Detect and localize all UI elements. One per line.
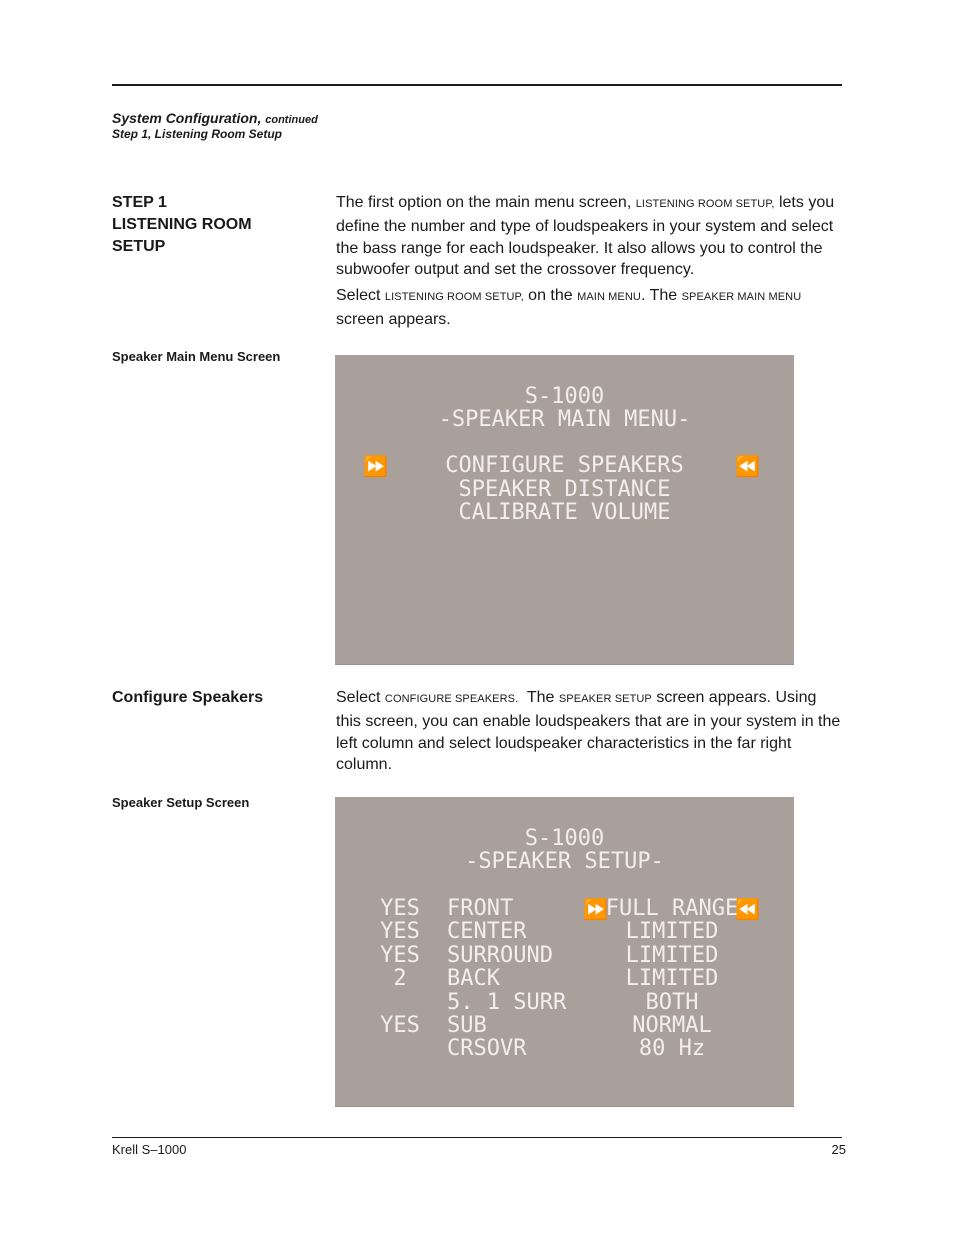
- text: on the: [523, 287, 578, 304]
- osd-speaker-setting: BOTH: [645, 989, 699, 1015]
- step1-heading: [112, 192, 252, 258]
- smallcaps-term: LISTENING ROOM SETUP,: [384, 291, 524, 303]
- osd-enable-value: YES: [380, 942, 420, 968]
- osd-enable-value: 2: [393, 966, 407, 992]
- osd-item-configure-speakers: CONFIGURE SPEAKERS: [445, 453, 684, 478]
- osd-speaker-setting: LIMITED: [625, 919, 719, 945]
- smallcaps-term: CONFIGURE SPEAKERS.: [384, 693, 519, 705]
- osd-speaker-name: FRONT: [447, 896, 514, 921]
- osd-enable-value: YES: [380, 919, 420, 945]
- smallcaps-term: MAIN MENU: [577, 291, 641, 303]
- running-subhead: Step 1, Listening Room Setup: [112, 127, 283, 141]
- smallcaps-term: LISTENING ROOM SETUP,: [635, 198, 775, 210]
- footer-product: Krell S–1000: [112, 1142, 187, 1157]
- speaker-main-menu-screenshot: [335, 355, 794, 665]
- text: lets you define the number and type of loudspeakers in your system and select the bass range for each loudspeaker. It also allows you to control the subwoofer output and set the crossover frequency.: [336, 194, 835, 279]
- osd-speaker-name: BACK: [447, 966, 500, 992]
- cursor-left-arrow-icon: ⏪: [735, 454, 760, 478]
- running-head-continued: continued: [265, 114, 318, 126]
- osd-model: S-1000: [524, 384, 605, 409]
- osd-speaker-name: CRSOVR: [447, 1036, 527, 1062]
- text: . The: [640, 287, 682, 304]
- osd-speaker-name: 5. 1 SURR: [447, 989, 567, 1015]
- cursor-left-arrow-icon: ⏪: [735, 897, 760, 921]
- step1-heading-line2: LISTENING ROOM: [112, 216, 252, 233]
- osd-speaker-name: SUB: [447, 1013, 487, 1038]
- text: Select: [336, 287, 385, 304]
- running-head-title: System Configuration,: [112, 110, 262, 126]
- text: screen appears.: [336, 310, 451, 328]
- step1-paragraph-1: [336, 192, 842, 281]
- osd-speaker-setting: LIMITED: [625, 966, 719, 992]
- osd-speaker-name: CENTER: [447, 919, 527, 945]
- speaker-setup-screenshot: [335, 797, 794, 1107]
- osd-enable-value: YES: [380, 1013, 420, 1038]
- text: Select: [336, 689, 385, 706]
- page-number: 25: [831, 1142, 846, 1157]
- configure-speakers-heading: Configure Speakers: [112, 689, 264, 706]
- cursor-right-arrow-icon: ⏩: [363, 454, 388, 478]
- configure-paragraph: [336, 687, 842, 776]
- osd-item-speaker-distance: SPEAKER DISTANCE: [458, 477, 671, 502]
- smallcaps-term: SPEAKER SETUP: [558, 693, 652, 705]
- cursor-right-arrow-icon: ⏩: [583, 897, 608, 921]
- top-rule: [112, 84, 842, 86]
- osd-enable-value: YES: [380, 896, 420, 921]
- text: The first option on the main menu screen,: [336, 194, 636, 211]
- osd-speaker-name: SURROUND: [447, 942, 553, 968]
- osd-display: [335, 797, 794, 1106]
- bottom-rule: [112, 1137, 842, 1138]
- osd-item-calibrate-volume: CALIBRATE VOLUME: [458, 500, 671, 525]
- osd-speaker-setting: FULL RANGE: [605, 896, 739, 921]
- text: The: [518, 689, 559, 706]
- speaker-setup-caption: Speaker Setup Screen: [112, 795, 250, 810]
- osd-model: S-1000: [524, 826, 605, 851]
- osd-speaker-setting: 80 Hz: [638, 1036, 706, 1062]
- osd-menu-title: -SPEAKER SETUP-: [465, 849, 664, 874]
- smallcaps-term: SPEAKER MAIN MENU: [681, 291, 802, 303]
- osd-speaker-setting: LIMITED: [625, 942, 719, 968]
- osd-display: [335, 355, 794, 664]
- step1-heading-line3: SETUP: [112, 238, 166, 255]
- speaker-main-menu-caption: Speaker Main Menu Screen: [112, 349, 281, 364]
- osd-speaker-setting: NORMAL: [632, 1013, 712, 1038]
- step1-heading-line1: STEP 1: [112, 194, 167, 211]
- text: screen appears. Using this screen, you can enable loudspeakers that are in your system in the left column and select loudspeaker characteristics in the far right column.: [336, 689, 841, 774]
- step1-paragraph-2: [336, 285, 842, 331]
- osd-menu-title: -SPEAKER MAIN MENU-: [438, 407, 691, 432]
